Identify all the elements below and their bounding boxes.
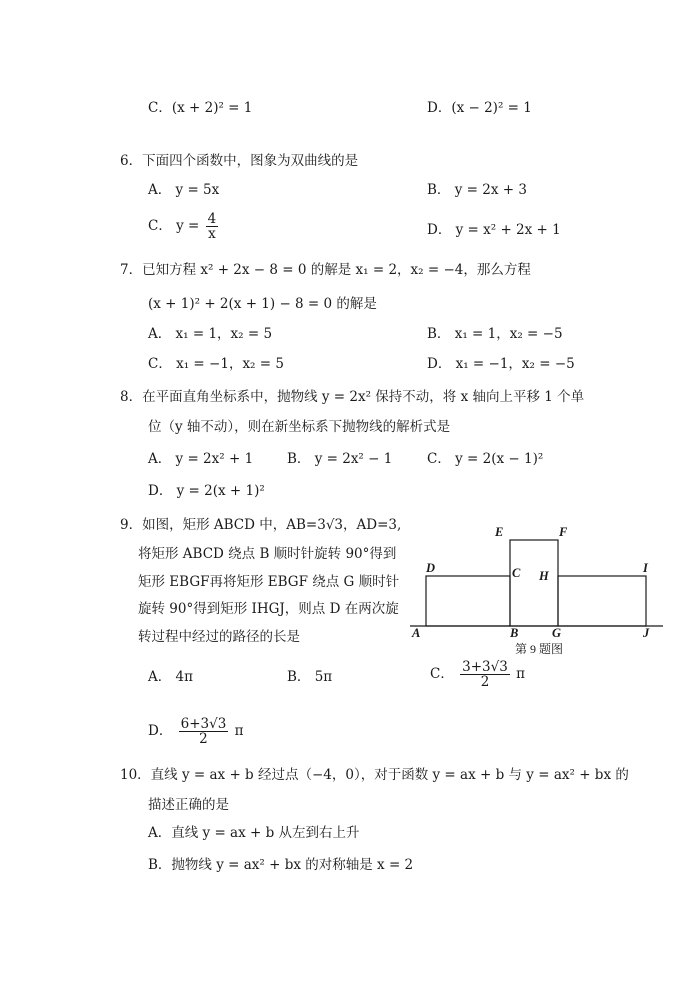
q9-figure-caption: 第 9 题图 (515, 642, 564, 656)
q8-option-d: D． y = 2(x + 1)² (148, 483, 265, 499)
q6-option-c-numerator: 4 (207, 211, 217, 227)
q9-option-d (148, 717, 243, 746)
q9-option-c-numerator: 3+3√3 (462, 659, 508, 675)
q9-option-c-suffix: π (516, 666, 525, 682)
q6-option-d: D． y = x² + 2x + 1 (427, 222, 561, 238)
q9-option-d-numerator: 6+3√3 (180, 716, 227, 732)
q7-option-a: A． x₁ = 1，x₂ = 5 (148, 326, 273, 342)
q9-label-h: H (539, 569, 549, 583)
q9-stem-line4: 旋转 90°得到矩形 IHGJ，则点 D 在两次旋 (138, 601, 399, 617)
q9-stem-line5: 转过程中经过的路径的长是 (138, 629, 300, 645)
q9-label-e: E (495, 525, 504, 539)
q5-option-c: C．(x + 2)² = 1 (148, 100, 253, 116)
q6-option-b: B． y = 2x + 3 (427, 182, 527, 198)
q9-label-j: J (643, 626, 650, 640)
q9-label-d: D (426, 561, 436, 575)
q9-option-c-fraction (460, 660, 510, 689)
q9-label-g: G (552, 626, 562, 640)
q9-option-d-prefix: D． (148, 723, 173, 739)
q9-figure-rect-ebgf (510, 540, 558, 626)
q9-label-b: B (510, 626, 519, 640)
q6-option-c (148, 212, 220, 241)
q10-option-a: A．直线 y = ax + b 从左到右上升 (148, 825, 360, 841)
q10-stem-line2: 描述正确的是 (148, 797, 229, 813)
q9-label-i: I (643, 561, 648, 575)
q6-option-c-fraction (206, 212, 219, 241)
q9-option-c-denominator: 2 (480, 674, 490, 690)
q9-option-c (430, 660, 525, 689)
q9-option-d-denominator: 2 (199, 731, 208, 747)
q8-option-b: B． y = 2x² − 1 (287, 451, 393, 467)
q6-stem: 6．下面四个函数中，图象为双曲线的是 (120, 153, 359, 169)
q10-option-b: B．抛物线 y = ax² + bx 的对称轴是 x = 2 (148, 857, 414, 873)
q9-label-c: C (512, 566, 521, 580)
q9-label-a: A (412, 626, 421, 640)
q7-option-b: B． x₁ = 1，x₂ = −5 (427, 326, 563, 342)
q9-figure (405, 520, 675, 660)
q10-stem-line1: 10．直线 y = ax + b 经过点（−4，0），对于函数 y = ax + b 与 y = ax² + bx 的 (120, 767, 629, 783)
q5-option-d: D．(x − 2)² = 1 (427, 100, 532, 116)
q8-stem-line2: 位（y 轴不动），则在新坐标系下抛物线的解析式是 (148, 419, 451, 435)
q7-stem-line1: 7．已知方程 x² + 2x − 8 = 0 的解是 x₁ = 2，x₂ = −4，那么方程 (120, 262, 531, 278)
q7-stem-line2: (x + 1)² + 2(x + 1) − 8 = 0 的解是 (148, 296, 377, 312)
q9-option-b: B． 5π (287, 669, 333, 685)
q9-option-d-fraction (179, 717, 229, 746)
q9-stem-line3: 矩形 EBGF再将矩形 EBGF 绕点 G 顺时针 (138, 574, 400, 590)
q9-figure-rect-ihgj (558, 576, 646, 626)
q9-option-c-prefix: C． (430, 666, 454, 682)
q8-stem-line1: 8．在平面直角坐标系中，抛物线 y = 2x² 保持不动，将 x 轴向上平移 1 个单 (120, 389, 585, 405)
q9-option-d-suffix: π (234, 723, 244, 739)
q8-option-a: A． y = 2x² + 1 (148, 451, 254, 467)
q7-option-c: C． x₁ = −1，x₂ = 5 (148, 356, 284, 372)
q8-option-c: C． y = 2(x − 1)² (427, 451, 544, 467)
q6-option-c-prefix: C． y = (148, 218, 200, 234)
q9-figure-rect-abcd (426, 576, 510, 626)
q6-option-c-denominator: x (208, 226, 216, 242)
q9-label-f: F (559, 525, 568, 539)
q9-option-a: A． 4π (148, 669, 194, 685)
q7-option-d: D． x₁ = −1，x₂ = −5 (427, 356, 575, 372)
q9-stem-line1: 9．如图，矩形 ABCD 中，AB=3√3，AD=3, (120, 517, 402, 533)
q9-stem-line2: 将矩形 ABCD 绕点 B 顺时针旋转 90°得到 (138, 546, 397, 562)
q6-option-a: A． y = 5x (148, 182, 220, 198)
